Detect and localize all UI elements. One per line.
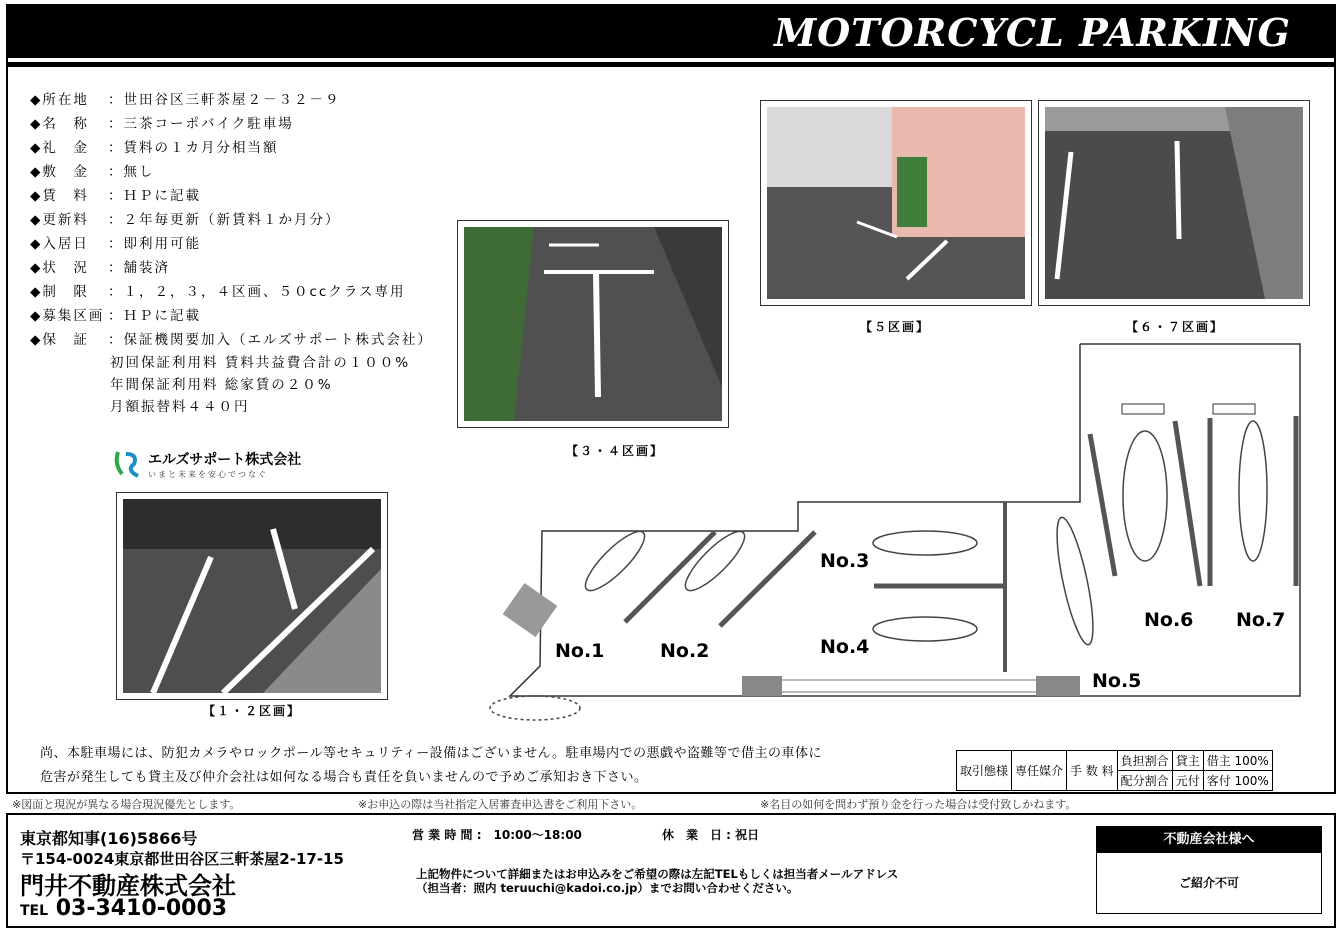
- photo-content: [123, 499, 381, 693]
- fee-table: [956, 750, 1273, 791]
- map-label-space-4: No.4: [820, 636, 870, 658]
- notice-line-2: 危害が発生しても貸主及び仲介会社は如何なる場合も責任を負いませんので予めご承知おき下さい。: [40, 770, 648, 785]
- logo-name: エルズサポート株式会社: [148, 451, 302, 468]
- fee-cell: 負担割合: [1117, 751, 1172, 771]
- info-row: [30, 232, 433, 256]
- map-label-space-6: No.6: [1144, 609, 1194, 631]
- info-row: [30, 160, 433, 184]
- license-number: 東京都知事(16)5866号: [20, 829, 198, 848]
- fee-cell: 客付 100%: [1203, 771, 1272, 791]
- referral-status: ご紹介不可: [1178, 876, 1239, 890]
- transaction-type-label: 取引態様: [957, 751, 1012, 791]
- info-row: [30, 88, 433, 112]
- info-key: ◆入居日: [30, 236, 89, 252]
- business-hours: 営 業 時 間 : 10:00～18:00: [412, 828, 582, 842]
- guarantee-line: 初回保証利用料 賃料共益費合計の１００%: [110, 355, 411, 371]
- info-key: ◆敷 金: [30, 164, 89, 180]
- page-title: MOTORCYCL PARKING: [774, 10, 1291, 55]
- guarantee-line: 月額振替料４４０円: [110, 399, 250, 415]
- info-value: ：無し: [108, 164, 155, 180]
- caption-spaces-6-7: 【６・７区画】: [1125, 320, 1224, 334]
- holidays: 休 業 日 : 祝日: [662, 828, 760, 842]
- info-key: ◆賃 料: [30, 188, 89, 204]
- tel-number[interactable]: 03-3410-0003: [55, 896, 228, 921]
- parking-layout-map: [480, 336, 1310, 736]
- info-key: ◆制 限: [30, 284, 89, 300]
- contact-line-1: 上記物件について詳細またはお申込みをご希望の際は左記TELもしくは担当者メールアドレス: [416, 867, 899, 881]
- fee-cell: 借主 100%: [1203, 751, 1272, 771]
- info-value: ：舗装済: [108, 260, 170, 276]
- logo-mark-icon: [112, 448, 144, 480]
- info-key: ◆保 証: [30, 332, 89, 348]
- info-value: ：世田谷区三軒茶屋２－３２－９: [108, 92, 341, 108]
- referral-heading: 不動産会社様へ: [1097, 827, 1321, 853]
- info-value: ：保証機関要加入（エルズサポート株式会社）: [108, 332, 433, 348]
- map-label-space-5: No.5: [1092, 670, 1142, 692]
- info-row: [30, 184, 433, 208]
- info-value: ：ＨＰに記載: [108, 308, 201, 324]
- footnote: ※名目の如何を問わず預り金を行った場合は受付致しかねます。: [760, 798, 1077, 811]
- caption-space-5: 【５区画】: [859, 320, 930, 334]
- photo-content: [767, 107, 1025, 299]
- company-name: 門井不動産株式会社: [20, 872, 236, 900]
- map-label-space-2: No.2: [660, 640, 710, 662]
- fee-label: 手 数 料: [1067, 751, 1118, 791]
- caption-spaces-3-4: 【３・４区画】: [565, 444, 664, 458]
- header-rule: [8, 62, 1334, 67]
- info-row: [30, 112, 433, 136]
- company-phone: [20, 896, 227, 921]
- info-key: ◆状 況: [30, 260, 89, 276]
- info-key: ◆所在地: [30, 92, 89, 108]
- info-row: [30, 136, 433, 160]
- info-value: ：即利用可能: [108, 236, 201, 252]
- guarantee-details: [110, 352, 410, 418]
- map-label-space-1: No.1: [555, 640, 605, 662]
- company-address: 〒154-0024東京都世田谷区三軒茶屋2-17-15: [20, 850, 344, 868]
- photo-space-5: [760, 100, 1032, 306]
- info-row: [30, 208, 433, 232]
- info-value: ：２年毎更新（新賃料１か月分）: [108, 212, 341, 228]
- fee-cell: 貸主: [1172, 751, 1203, 771]
- footnote: ※お申込の際は当社指定入居審査申込書をご利用下さい。: [358, 798, 643, 811]
- info-value: ：賃料の１カ月分相当額: [108, 140, 279, 156]
- transaction-type-value: 専任媒介: [1012, 751, 1067, 791]
- info-key: ◆募集区画: [30, 308, 105, 324]
- ells-support-logo: [112, 448, 301, 480]
- tel-label: TEL: [20, 903, 49, 919]
- info-key: ◆名 称: [30, 116, 89, 132]
- motorcycle-icon: [490, 421, 1267, 720]
- info-key: ◆礼 金: [30, 140, 89, 156]
- fee-cell: 元付: [1172, 771, 1203, 791]
- property-info: [30, 88, 433, 352]
- info-key: ◆更新料: [30, 212, 89, 228]
- notice-line-1: 尚、本駐車場には、防犯カメラやロックポール等セキュリティー設備はございません。駐車場内での悪戯や盗難等で借主の車体に: [40, 746, 822, 761]
- info-row: [30, 328, 433, 352]
- logo-tagline: いまと未来を安心でつなぐ: [148, 469, 268, 479]
- guarantee-line: 年間保証利用料 総家賃の２０%: [110, 377, 333, 393]
- fee-cell: 配分割合: [1117, 771, 1172, 791]
- photo-spaces-1-2: [116, 492, 388, 700]
- info-row: [30, 304, 433, 328]
- photo-content: [1045, 107, 1303, 299]
- info-value: ：１，２，３，４区画、５０ccクラス専用: [108, 284, 406, 300]
- info-value: ：三茶コーポバイク駐車場: [108, 116, 294, 132]
- info-row: [30, 280, 433, 304]
- caption-spaces-1-2: 【１・２区画】: [202, 704, 301, 718]
- info-row: [30, 256, 433, 280]
- info-value: ：ＨＰに記載: [108, 188, 201, 204]
- realtor-referral-box: [1096, 826, 1322, 914]
- photo-spaces-6-7: [1038, 100, 1310, 306]
- map-label-space-3: No.3: [820, 550, 870, 572]
- map-label-space-7: No.7: [1236, 609, 1286, 631]
- footnote: ※図面と現況が異なる場合現況優先とします。: [12, 798, 241, 811]
- contact-line-2: （担当者：照内 teruuchi@kadoi.co.jp）までお問い合わせください。: [416, 881, 799, 895]
